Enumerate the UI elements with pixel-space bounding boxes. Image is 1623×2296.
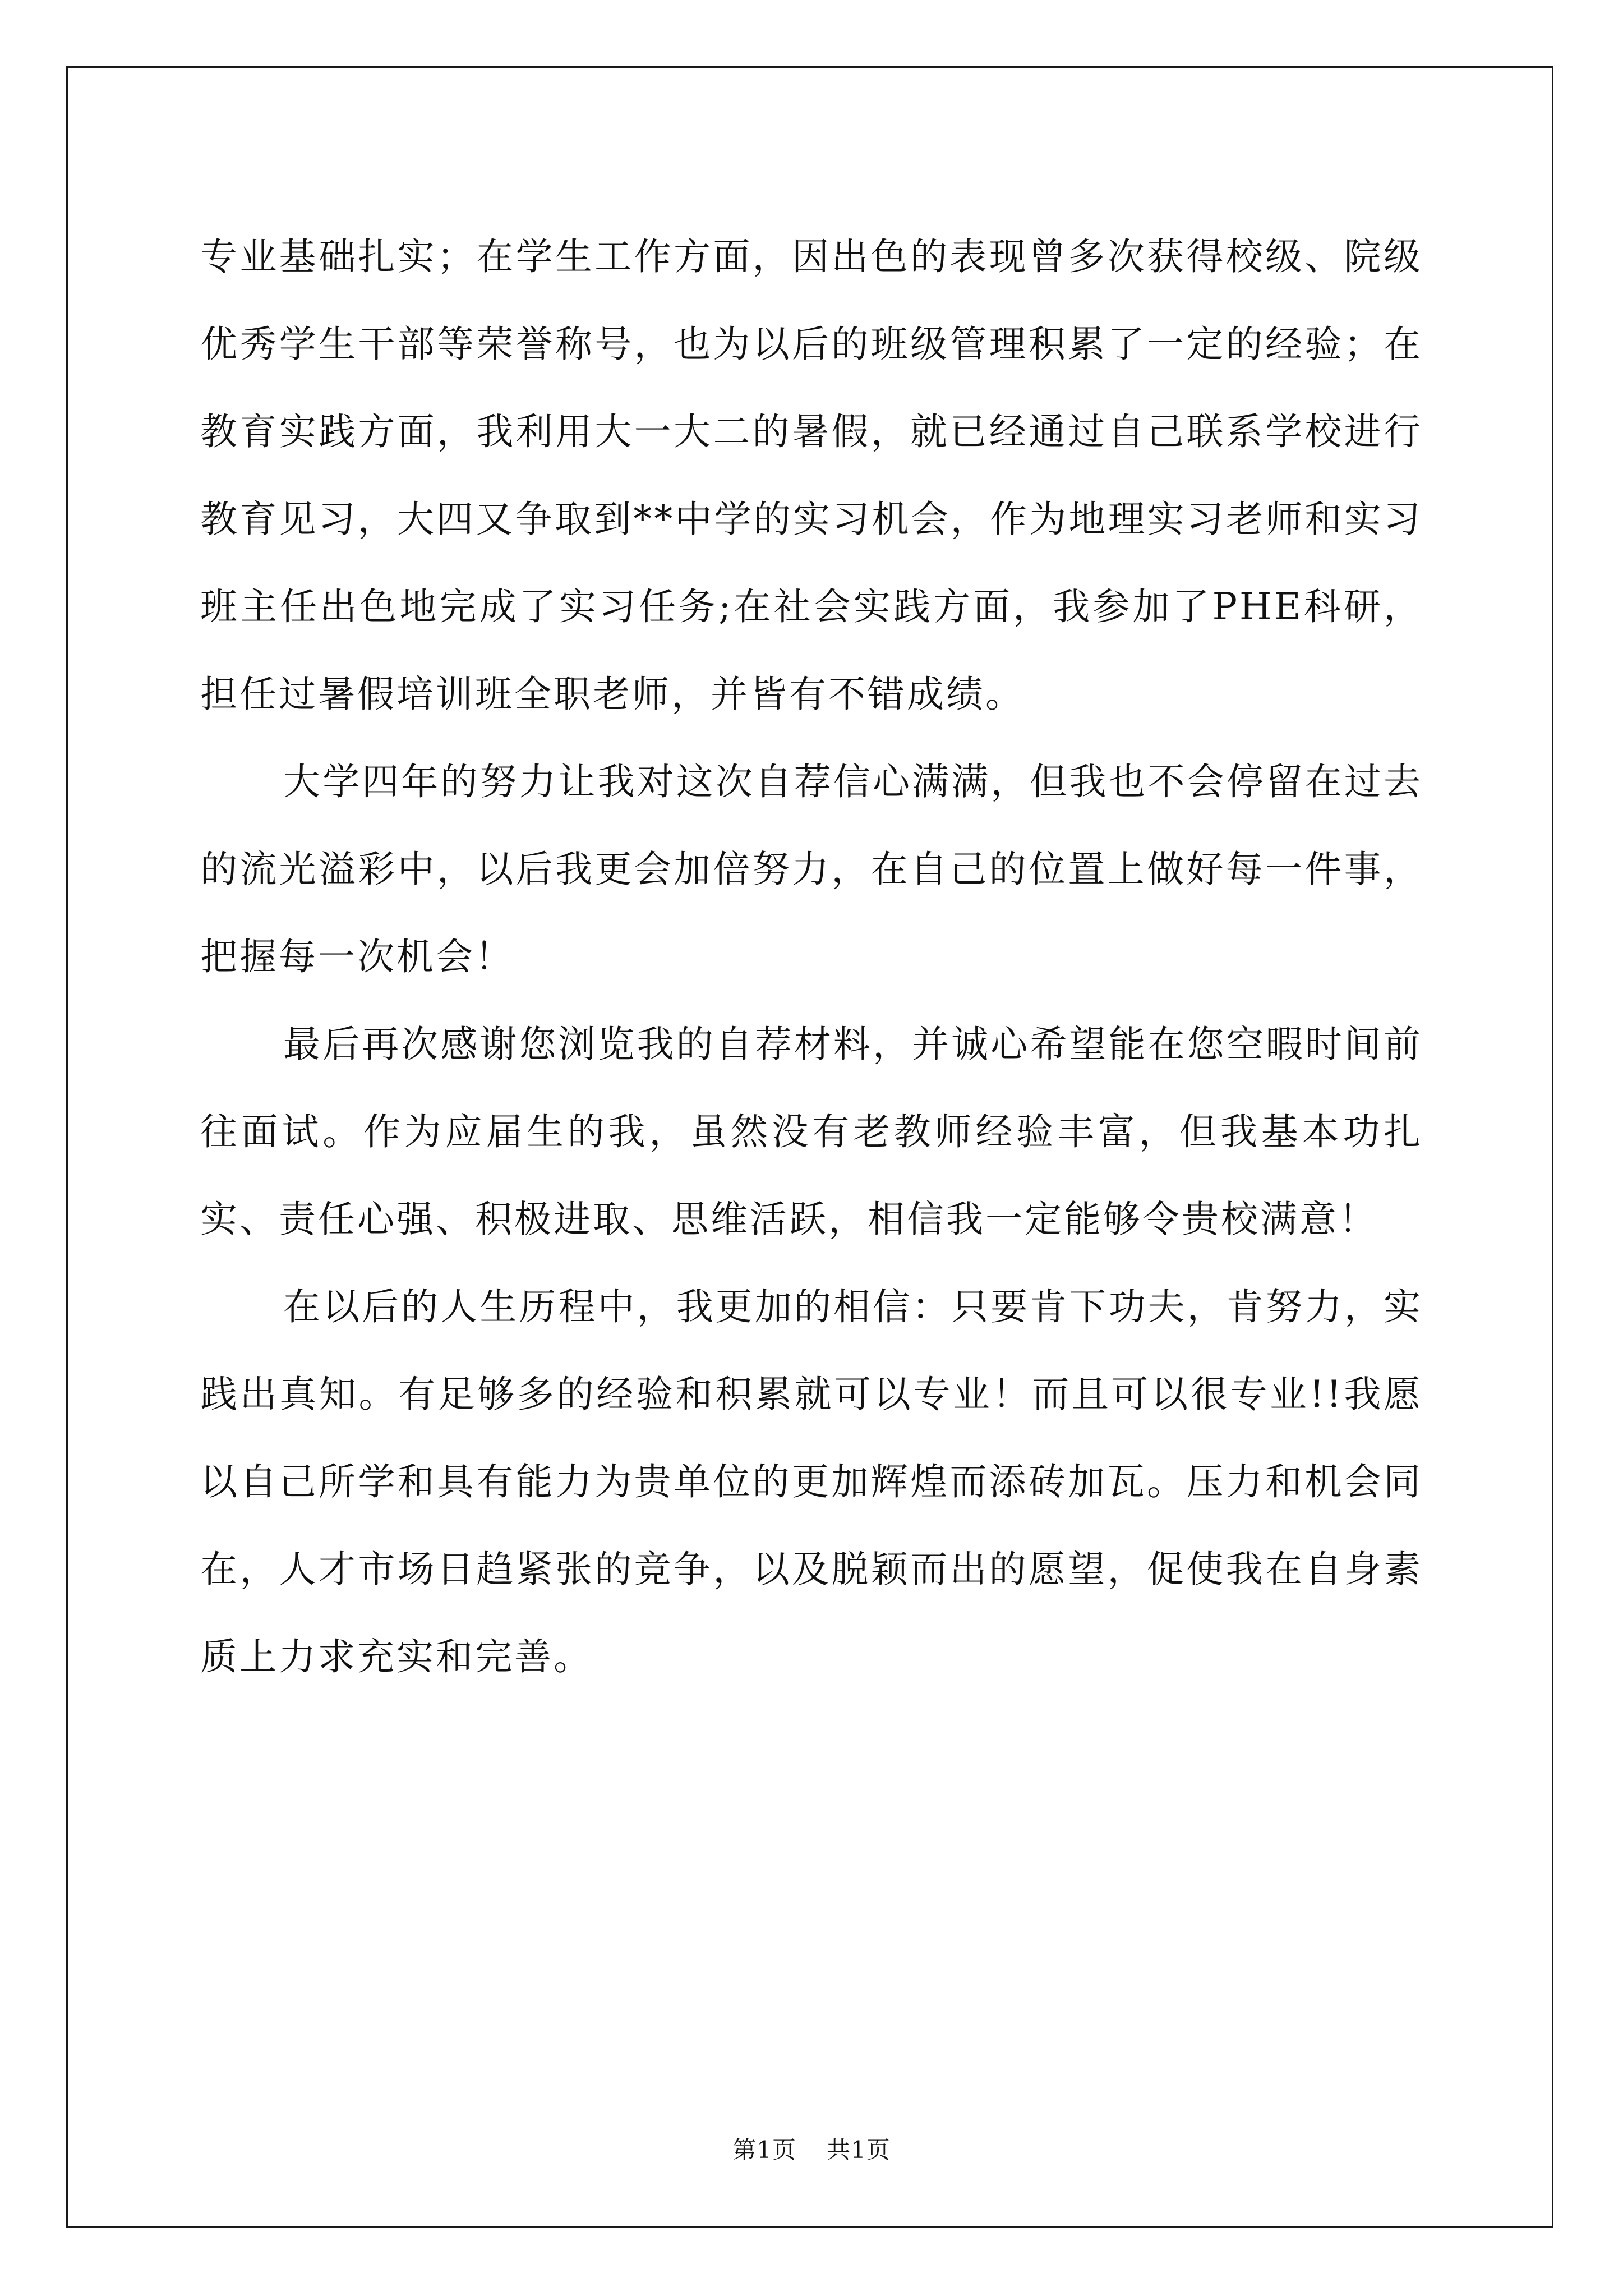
paragraph-1: 专业基础扎实；在学生工作方面，因出色的表现曾多次获得校级、院级优秀学生干部等荣誉称号，也为以后的班级管理积累了一定的经验；在教育实践方面，我利用大一大二的暑假，就已经通过自己联系学校进行教育见习，大四又争取到**中学的实习机会，作为地理实习老师和实习班主任出色地完成了实习任务;在社会实践方面，我参加了PHE科研，担任过暑假培训班全职老师，并皆有不错成绩。 xyxy=(200,235,1423,716)
document-body xyxy=(200,213,1423,1701)
paragraph-4: 在以后的人生历程中，我更加的相信：只要肯下功夫，肯努力，实践出真知。有足够多的经验和积累就可以专业！而且可以很专业!!我愿以自己所学和具有能力为贵单位的更加辉煌而添砖加瓦。压力和机会同在，人才市场日趋紧张的竞争，以及脱颖而出的愿望，促使我在自身素质上力求充实和完善。 xyxy=(200,1285,1423,1678)
paragraph-2: 大学四年的努力让我对这次自荐信心满满，但我也不会停留在过去的流光溢彩中，以后我更会加倍努力，在自己的位置上做好每一件事，把握每一次机会！ xyxy=(200,760,1423,978)
page-number: 第1页 xyxy=(732,2136,796,2164)
page-footer xyxy=(0,2132,1623,2165)
paragraph-3: 最后再次感谢您浏览我的自荐材料，并诚心希望能在您空暇时间前往面试。作为应届生的我，虽然没有老教师经验丰富，但我基本功扎实、责任心强、积极进取、思维活跃，相信我一定能够令贵校满意！ xyxy=(200,1023,1423,1241)
page-total: 共1页 xyxy=(827,2136,891,2164)
